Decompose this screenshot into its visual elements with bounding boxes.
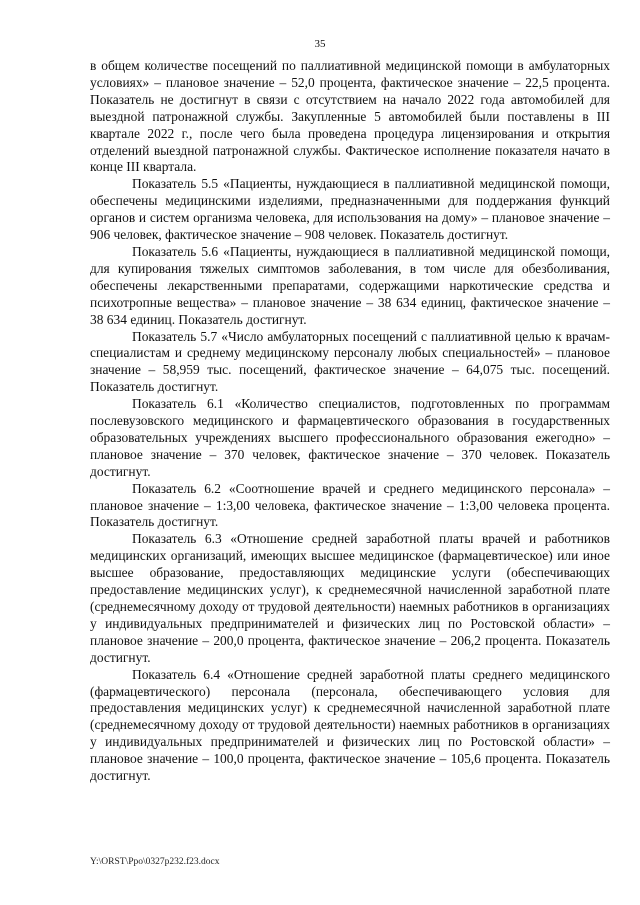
footer-file-path: Y:\ORST\Ppo\0327p232.f23.docx bbox=[90, 857, 220, 867]
paragraph-indicator-5-5: Показатель 5.5 «Пациенты, нуждающиеся в паллиативной медицинской помощи, обеспечены медицинскими изделиями, предназначенными для поддержания функций органов и систем организма человека, для использования на дому» – плановое значение – 906 человек, фактическое значение – 908 человек. Показатель достигнут. bbox=[90, 176, 610, 243]
paragraph-indicator-6-1: Показатель 6.1 «Количество специалистов, подготовленных по программам послевузовского медицинского и фармацевтического образования в государственных образовательных учреждениях высшего профессионального образования ежегодно» – плановое значение – 370 человек, фактическое значение – 370 человек. Показатель достигнут. bbox=[90, 396, 610, 479]
paragraph-indicator-6-3: Показатель 6.3 «Отношение средней заработной платы врачей и работников медицинских организаций, имеющих высшее медицинское (фармацевтическое) или иное высшее образование, предоставляющих медицинские услуги (обеспечивающих предоставление медицинских услуг), к среднемесячной начисленной заработной плате (среднемесячному доходу от трудовой деятельности) наемных работников в организациях у индивидуальных предпринимателей и физических лиц по Ростовской области» – плановое значение – 200,0 процента, фактическое значение – 206,2 процента. Показатель достигнут. bbox=[90, 531, 610, 665]
paragraph-indicator-6-2: Показатель 6.2 «Соотношение врачей и среднего медицинского персонала» – плановое значение – 1:3,00 человека, фактическое значение – 1:3,00 человека процента. Показатель достигнут. bbox=[90, 480, 610, 530]
paragraph-indicator-5-7: Показатель 5.7 «Число амбулаторных посещений с паллиативной целью к врачам-специалистам и среднему медицинскому персоналу любых специальностей» – плановое значение – 58,959 тыс. посещений, фактическое значение – 64,075 тыс. посещений. Показатель достигнут. bbox=[90, 328, 610, 395]
paragraph-continuation: в общем количестве посещений по паллиативной медицинской помощи в амбулаторных условиях» – плановое значение – 52,0 процента, фактическое значение – 22,5 процента. Показатель не достигнут в связи с отсутствием на начало 2022 года автомобилей для выездной патронажной службы. Закупленные 5 автомобилей были поставлены в III квартале 2022 г., после чего была проведена процедура лицензирования и открытия отделений выездной патронажной службы. Фактическое исполнение показателя начато в конце III квартала. bbox=[90, 58, 610, 175]
page-number: 35 bbox=[314, 38, 326, 50]
paragraph-indicator-6-4: Показатель 6.4 «Отношение средней заработной платы среднего медицинского (фармацевтического) персонала (персонала, обеспечивающего условия для предоставления медицинских услуг) к среднемесячной начисленной заработной плате (среднемесячному доходу от трудовой деятельности) наемных работников в организациях у индивидуальных предпринимателей и физических лиц по Ростовской области» – плановое значение – 100,0 процента, фактическое значение – 105,6 процента. Показатель достигнут. bbox=[90, 666, 610, 784]
document-body bbox=[90, 58, 610, 785]
paragraph-indicator-5-6: Показатель 5.6 «Пациенты, нуждающиеся в паллиативной медицинской помощи, для купирования тяжелых симптомов заболевания, в том числе для обезболивания, обеспечены лекарственными препаратами, содержащими наркотические средства и психотропные вещества» – плановое значение – 38 634 единиц, фактическое значение – 38 634 единиц. Показатель достигнут. bbox=[90, 243, 610, 327]
